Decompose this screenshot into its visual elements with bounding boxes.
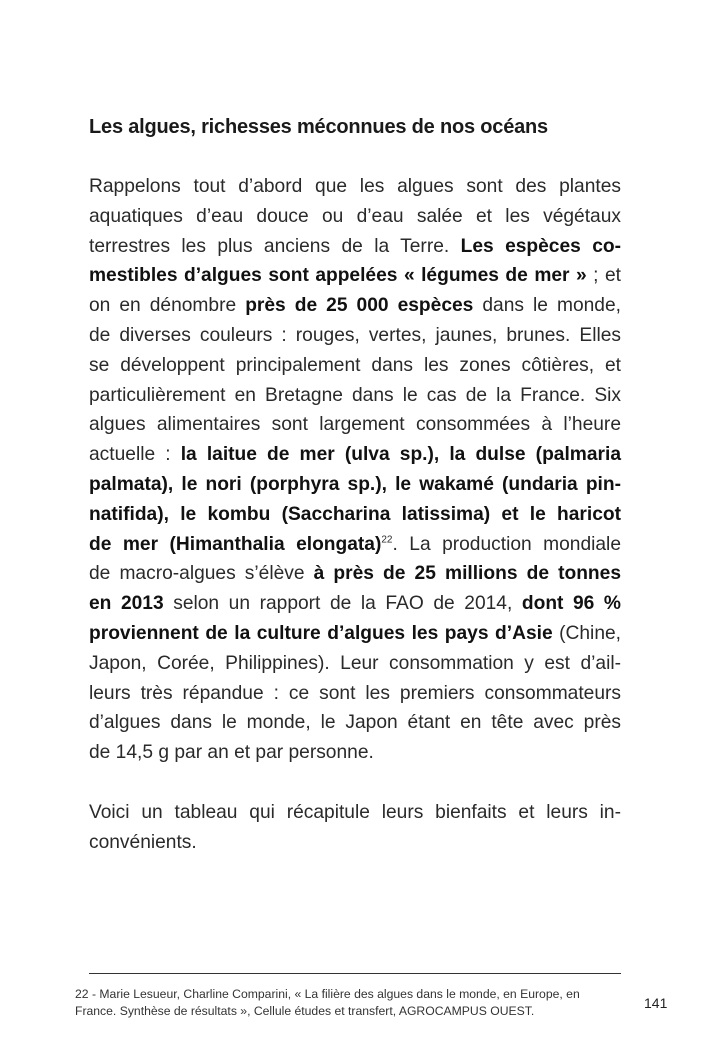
footnote-line: 22 - Marie Lesueur, Charline Comparini, « La filière des algues dans le monde, en Europe, en — [75, 987, 580, 1001]
text-line: convénients. — [89, 831, 197, 853]
emphasis: natifida), le kombu (Saccharina latissima) et le haricot — [89, 503, 621, 525]
emphasis: en 2013 — [89, 593, 164, 615]
text-line: en 2013 selon un rapport de la FAO de 2014, dont 96 % — [89, 593, 621, 615]
paragraph-2 — [89, 798, 621, 858]
emphasis: dont 96 % — [521, 593, 621, 615]
text-line: de macro-algues s’élève à près de 25 millions de tonnes — [89, 563, 621, 585]
text-line: Voici un tableau qui récapitule leurs bienfaits et leurs in- — [89, 801, 621, 823]
emphasis: proviennent de la culture d’algues les pays d’Asie — [89, 622, 553, 644]
text-line — [89, 470, 621, 500]
text-line: terrestres les plus anciens de la Terre. Les espèces co- — [89, 235, 621, 257]
text-line: d’algues dans le monde, le Japon étant en tête avec près — [89, 712, 621, 734]
footnote-line: France. Synthèse de résultats », Cellule études et transfert, AGROCAMPUS OUEST. — [75, 1004, 535, 1018]
emphasis: près de 25 000 espèces — [245, 295, 474, 317]
emphasis: mestibles d’algues sont appelées « légumes de mer » — [89, 265, 587, 287]
page-number: 141 — [644, 995, 668, 1011]
text-line: on en dénombre près de 25 000 espèces dans le monde, — [89, 295, 621, 317]
text-line: Rappelons tout d’abord que les algues sont des plantes — [89, 176, 621, 197]
text-line: actuelle : la laitue de mer (ulva sp.), la dulse (palmaria — [89, 444, 621, 466]
text-line: proviennent de la culture d’algues les pays d’Asie (Chine, — [89, 622, 621, 644]
text-line — [89, 500, 621, 530]
footnote-divider — [89, 973, 621, 974]
section-heading: Les algues, richesses méconnues de nos océans — [89, 116, 548, 138]
paragraph-1 — [89, 172, 621, 768]
text-line: Japon, Corée, Philippines). Leur consommation y est d’ail- — [89, 652, 621, 674]
text-line: de mer (Himanthalia elongata)$^{22}$. La production mondiale — [89, 533, 621, 555]
text-line: algues alimentaires sont largement consommées à l’heure — [89, 414, 621, 436]
emphasis: Les espèces co- — [460, 235, 621, 257]
emphasis: la laitue de mer (ulva sp.), la dulse (palmaria — [180, 444, 621, 466]
text-line: aquatiques d’eau douce ou d’eau salée et les végétaux — [89, 205, 621, 227]
footnote — [75, 986, 635, 1020]
text-line: leurs très répandue : ce sont les premiers consommateurs — [89, 682, 621, 704]
text-line: de 14,5 g par an et par personne. — [89, 742, 374, 764]
text-line: mestibles d’algues sont appelées « légumes de mer » ; et — [89, 265, 621, 287]
emphasis: palmata), le nori (porphyra sp.), le wakamé (undaria pin- — [89, 473, 621, 495]
footnote-reference[interactable]: 22 — [381, 534, 393, 546]
text-line: particulièrement en Bretagne dans le cas de la France. Six — [89, 384, 621, 406]
text-line: se développent principalement dans les zones côtières, et — [89, 354, 621, 376]
text-line: de diverses couleurs : rouges, vertes, jaunes, brunes. Elles — [89, 324, 621, 346]
emphasis: à près de 25 millions de tonnes — [313, 563, 621, 585]
paragraph-gap — [89, 768, 621, 798]
body-text — [89, 172, 621, 858]
emphasis: de mer (Himanthalia elongata) — [89, 533, 382, 555]
